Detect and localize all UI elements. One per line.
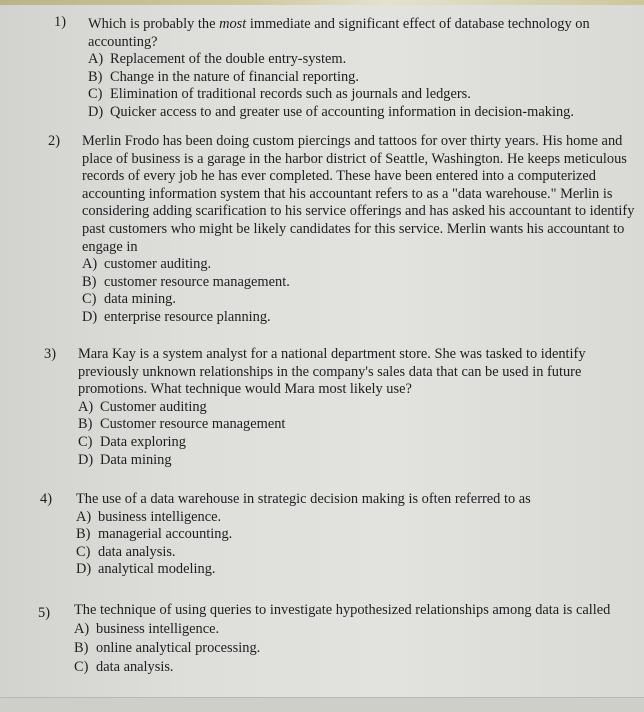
option-a: A) Customer auditing — [78, 398, 207, 415]
option-d: D) Quicker access to and greater use of accounting information in decision-making. — [88, 103, 574, 120]
question-number: 3) — [44, 346, 56, 362]
option-c: C) data analysis. — [76, 543, 176, 560]
option-a: A) business intelligence. — [76, 508, 222, 525]
question-stem: The technique of using queries to investigate hypothesized relationships among data is called — [74, 602, 611, 618]
option-a: A) business intelligence. — [74, 621, 220, 637]
option-b: B) managerial accounting. — [76, 526, 233, 543]
question-number: 1) — [54, 14, 66, 30]
page-bottom-edge — [0, 697, 644, 712]
question-stem: The use of a data warehouse in strategic decision making is often referred to as — [76, 491, 531, 507]
option-d: D) enterprise resource planning. — [82, 308, 271, 325]
question-number: 5) — [38, 605, 50, 621]
option-c: C) data analysis. — [74, 659, 174, 675]
question-number: 2) — [48, 133, 60, 149]
option-b: B) online analytical processing. — [74, 640, 261, 656]
option-c: C) Data exploring — [78, 433, 186, 450]
option-d: D) Data mining — [78, 451, 172, 468]
option-a: A) Replacement of the double entry-system. — [88, 51, 347, 68]
option-d: D) analytical modeling. — [76, 561, 216, 578]
option-a: A) customer auditing. — [82, 256, 212, 273]
option-b: B) Customer resource management — [78, 416, 286, 433]
option-c: C) Elimination of traditional records such as journals and ledgers. — [88, 86, 471, 103]
option-b: B) Change in the nature of financial reporting. — [88, 68, 359, 85]
question-stem: Which is probably the most immediate and significant effect of database technology on accounting? — [88, 16, 590, 50]
option-c: C) data mining. — [82, 291, 176, 308]
question-stem: Merlin Frodo has been doing custom piercings and tattoos for over thirty years. His home and place of business is a garage in the harbor district of Seattle, Washington. He keeps meticulous records of every job he has ever completed. These have been entered into a computerized accounting information system that his accountant refers to as a "data warehouse." Merlin is considering adding scarification to his service offerings and has asked his accountant to identify past customers who might be likely candidates for this service. Merlin wants his accountant to engage in — [82, 133, 635, 255]
question-number: 4) — [40, 491, 52, 507]
option-b: B) customer resource management. — [82, 273, 290, 290]
question-stem: Mara Kay is a system analyst for a national department store. She was tasked to identify previously unknown relationships in the company's sales data that can be used in future promotions. What technique would Mara most likely use? — [78, 346, 586, 398]
